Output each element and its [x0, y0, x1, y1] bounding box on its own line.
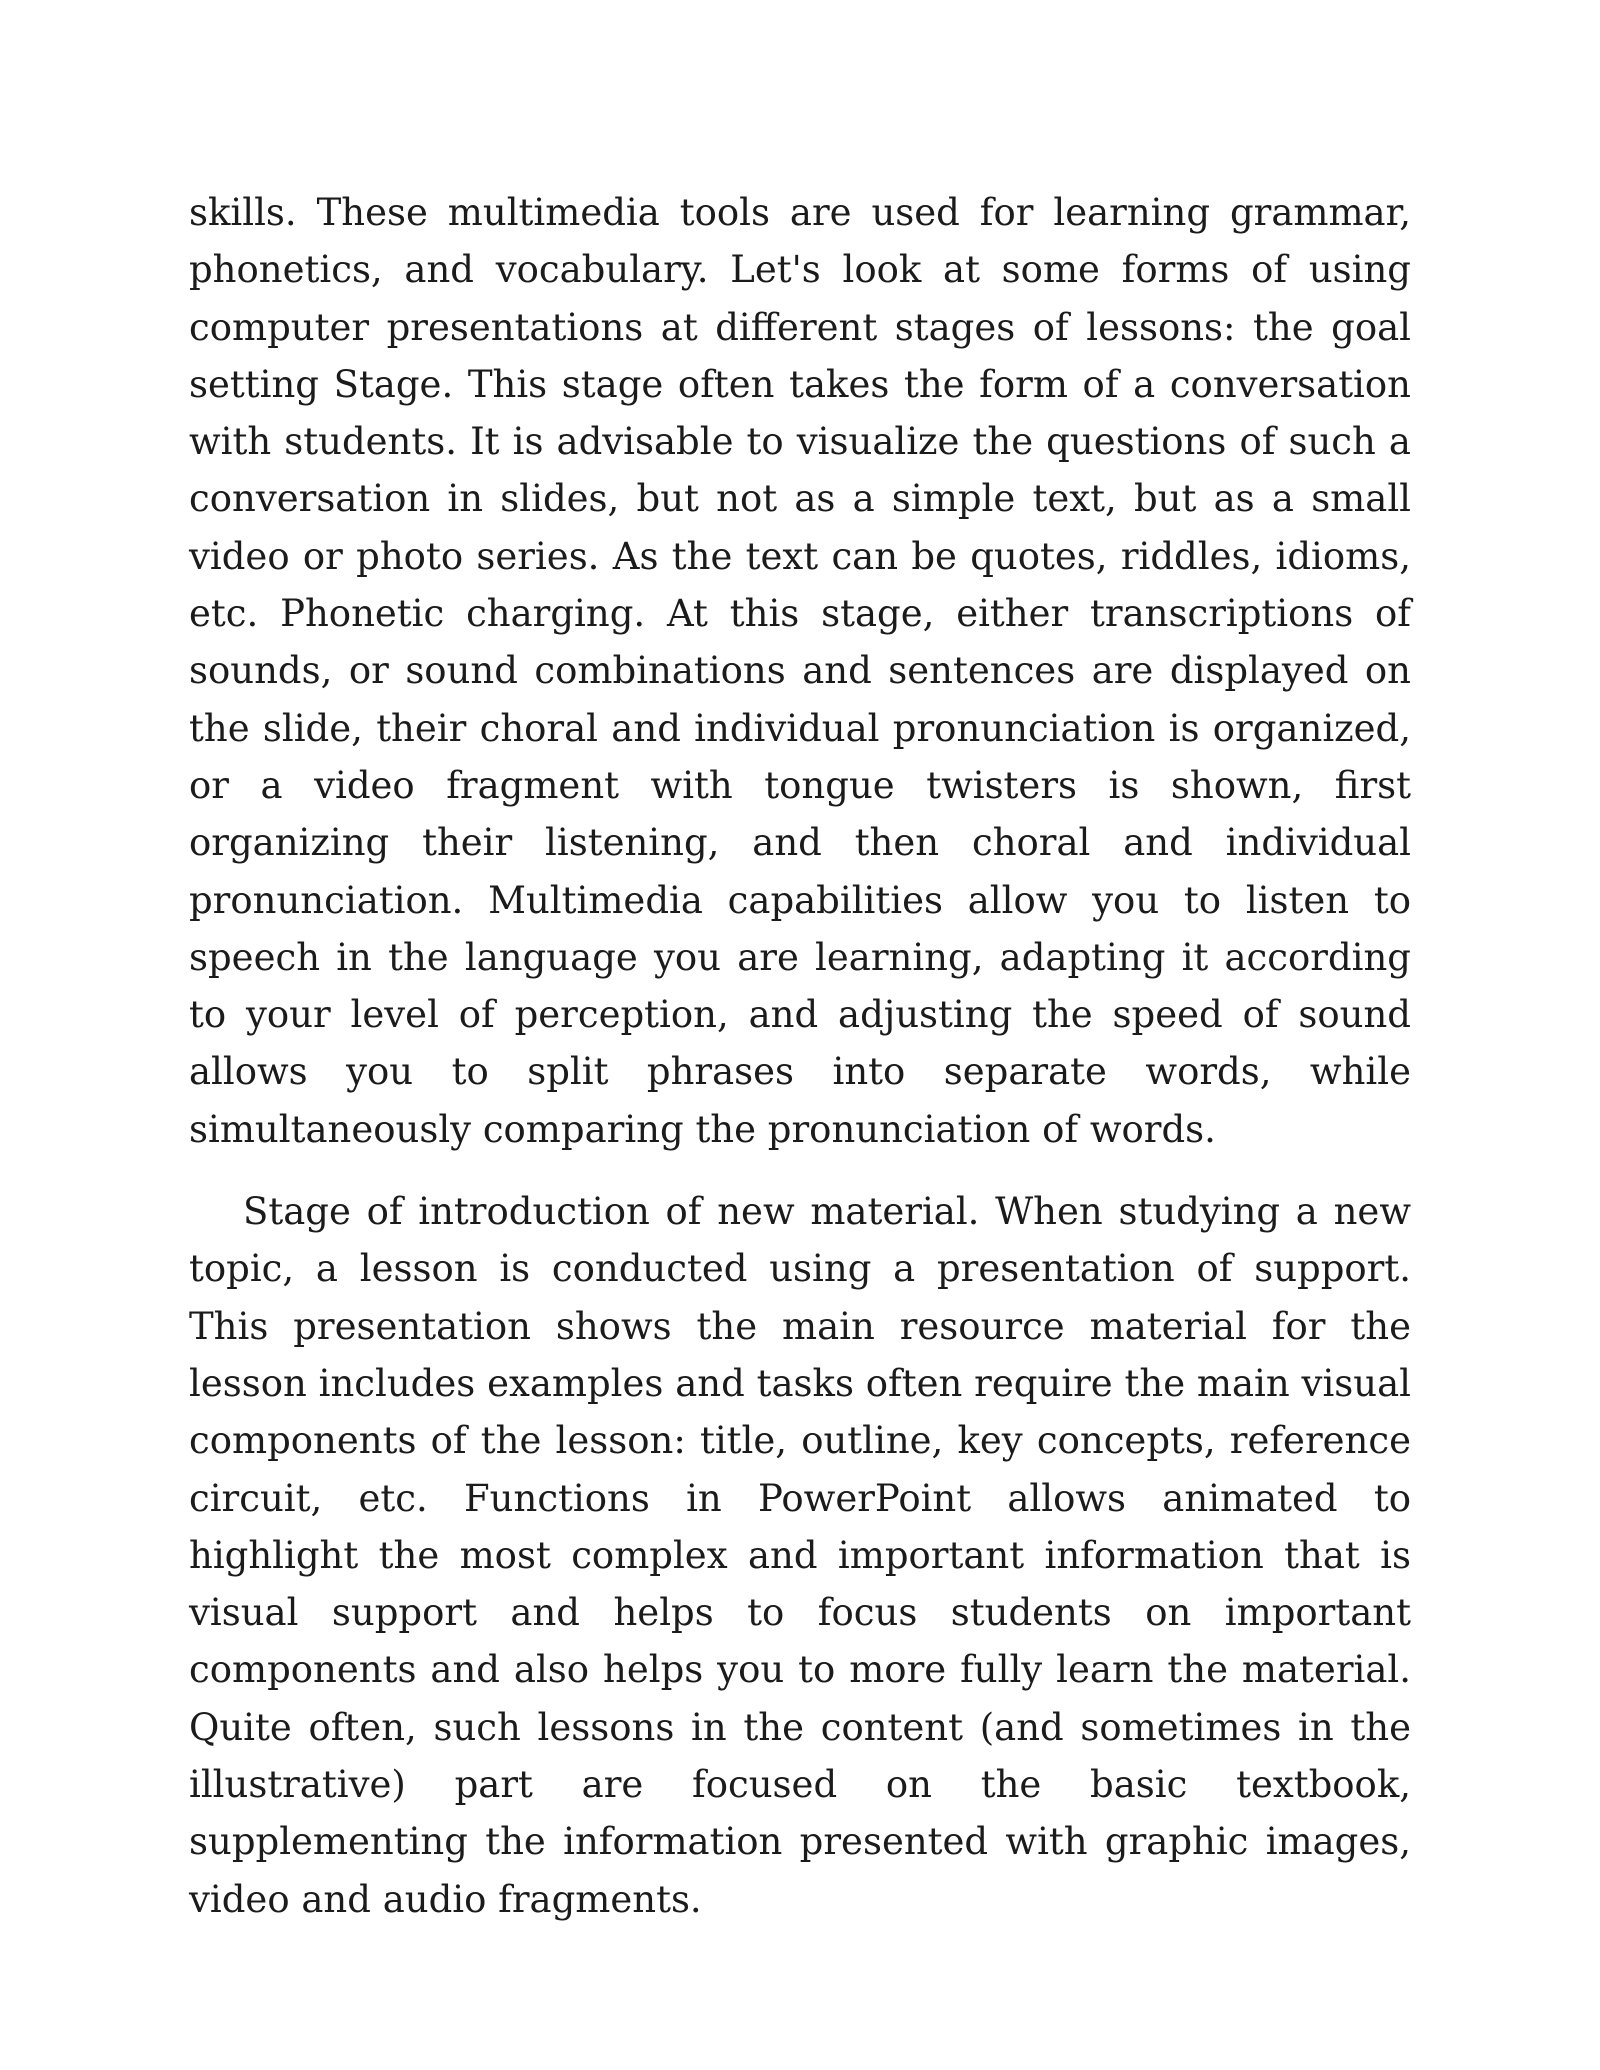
paragraph-multimedia-tools: skills. These multimedia tools are used for learning grammar, phonetics, and vocabulary. Let's look at some forms of using computer presentations at different stages of lessons: the goal setting Stage. This stage often takes the form of a conversation with students. It is advisable to visualize the questions of such a conversation in slides, but not as a simple text, but as a small video or photo series. As the text can be quotes, riddles, idioms, etc. Phonetic charging. At this stage, either transcriptions of sounds, or sound combinations and sentences are displayed on the slide, their choral and individual pronunciation is organized, or a video fragment with tongue twisters is shown, first organizing their listening, and then choral and individual pronunciation. Multimedia capabilities allow you to listen to speech in the language you are learning, adapting it according to your level of perception, and adjusting the speed of sound allows you to split phrases into separate words, while simultaneously comparing the pronunciation of words.	[189, 191, 1411, 1151]
paragraph-new-material-stage: Stage of introduction of new material. When studying a new topic, a lesson is conducted using a presentation of support. This presentation shows the main resource material for the lesson includes examples and tasks often require the main visual components of the lesson: title, outline, key concepts, reference circuit, etc. Functions in PowerPoint allows animated to highlight the most complex and important information that is visual support and helps to focus students on important components and also helps you to more fully learn the material. Quite often, such lessons in the content (and sometimes in the illustrative) part are focused on the basic textbook, supplementing the information presented with graphic images, video and audio fragments.	[189, 1190, 1411, 1921]
body-text	[189, 184, 1411, 1928]
